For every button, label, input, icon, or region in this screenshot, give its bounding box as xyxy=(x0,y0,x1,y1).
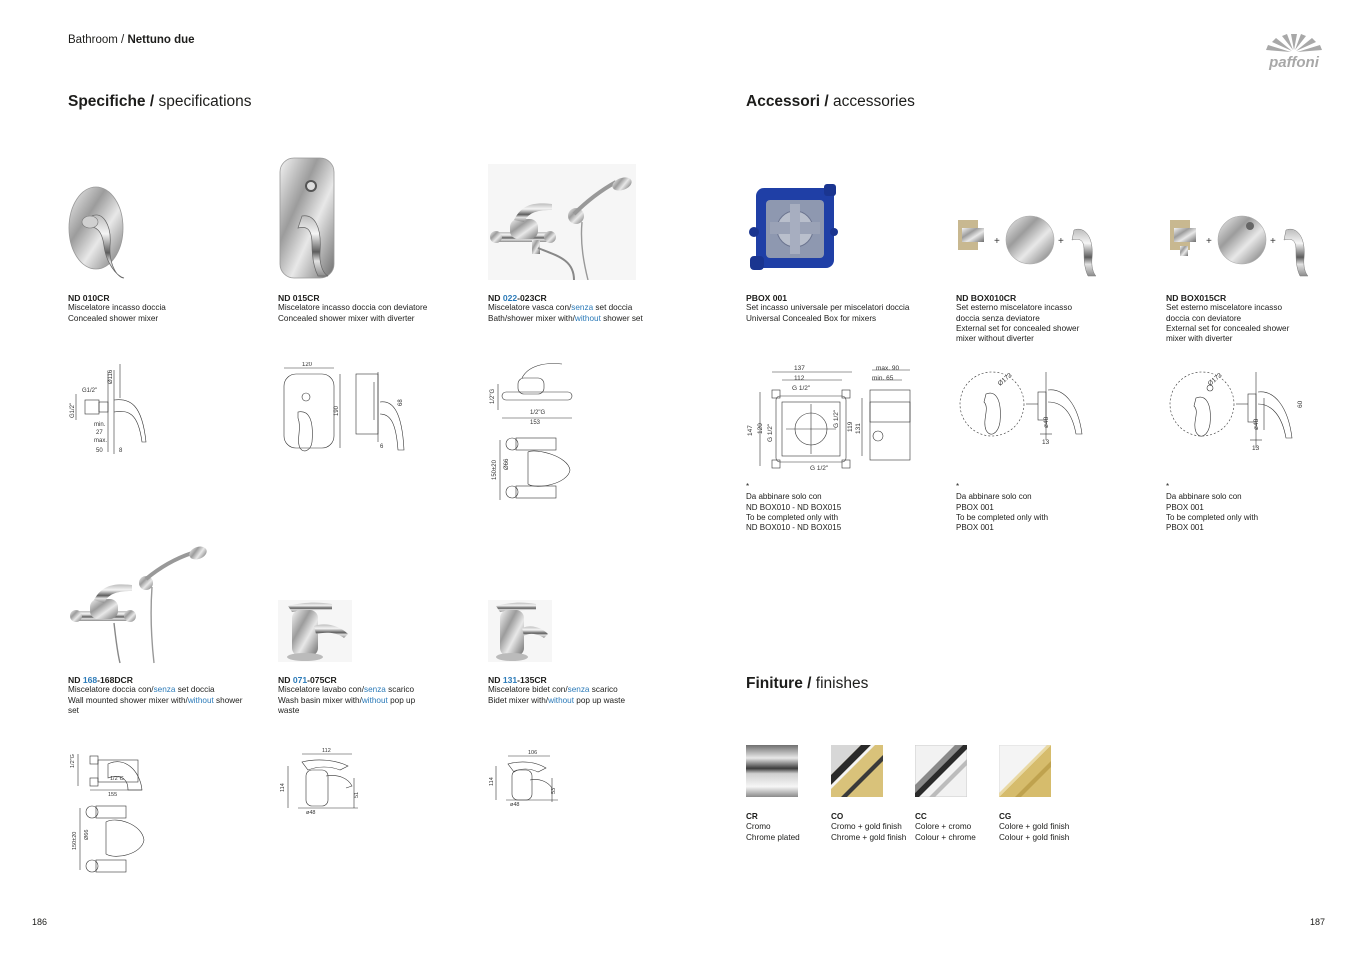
finish-label-co: CO Cromo + gold finish Chrome + gold finish xyxy=(831,812,907,842)
svg-text:190: 190 xyxy=(334,405,340,416)
svg-text:13: 13 xyxy=(1042,439,1050,446)
product-image-nd168 xyxy=(68,545,208,670)
svg-text:153: 153 xyxy=(530,420,541,426)
svg-text:6: 6 xyxy=(380,444,384,450)
svg-text:8: 8 xyxy=(119,448,123,454)
product-code: ND 071-075CR xyxy=(278,675,337,685)
svg-text:150±20: 150±20 xyxy=(72,831,78,850)
product-desc-en: External set for concealed shower mixer with diverter xyxy=(1166,323,1290,344)
product-image-pbox001 xyxy=(746,182,838,283)
product-code: ND 022-023CR xyxy=(488,293,547,303)
product-code: ND BOX015CR xyxy=(1166,293,1227,303)
caption-nd015 xyxy=(278,293,463,324)
product-desc-en: Universal Concealed Box for mixers xyxy=(746,313,877,323)
product-desc-it: Miscelatore lavabo con/senza scarico xyxy=(278,685,415,695)
svg-text:min.: min. xyxy=(94,422,106,428)
svg-text:G 1/2": G 1/2" xyxy=(767,423,774,442)
product-image-nd071 xyxy=(278,600,352,667)
caption-ndbox015 xyxy=(1166,293,1306,344)
page-number-left: 186 xyxy=(32,917,48,927)
breadcrumb-section: Bathroom / xyxy=(68,34,125,46)
svg-text:ø48: ø48 xyxy=(1253,418,1260,430)
svg-text:114: 114 xyxy=(489,777,495,786)
svg-text:ø48: ø48 xyxy=(510,802,520,808)
svg-text:27: 27 xyxy=(96,430,103,436)
svg-text:1/2"G: 1/2"G xyxy=(530,410,546,416)
dimension-drawing-nd010 xyxy=(68,362,158,467)
svg-text:+: + xyxy=(1206,236,1212,247)
svg-text:max.: max. xyxy=(94,438,108,444)
svg-text:Ø173: Ø173 xyxy=(996,371,1014,388)
caption-ndbox010 xyxy=(956,293,1096,344)
dimension-drawing-nd131 xyxy=(488,750,560,815)
note-ndbox010: * Da abbinare solo con PBOX 001 To be completed only with PBOX 001 xyxy=(956,482,1049,533)
dimension-drawing-pbox001 xyxy=(746,362,916,479)
product-image-ndbox010 xyxy=(954,206,1099,283)
breadcrumb-collection: Nettuno due xyxy=(127,34,195,46)
specs-title-light: specifications xyxy=(158,93,252,110)
page-number-right: 187 xyxy=(1310,917,1326,927)
accessories-title-light: accessories xyxy=(833,93,915,110)
product-desc-it: Miscelatore bidet con/senza scarico xyxy=(488,685,618,695)
specs-title xyxy=(68,93,252,111)
svg-text:Ø66: Ø66 xyxy=(84,829,90,840)
svg-text:120: 120 xyxy=(757,423,764,434)
dimension-drawing-ndbox015 xyxy=(1166,368,1306,459)
finishes-title xyxy=(746,675,868,693)
product-code: ND BOX010CR xyxy=(956,293,1017,303)
finish-label-cg: CG Colore + gold finish Colour + gold finish xyxy=(999,812,1070,842)
product-code: ND 168-168DCR xyxy=(68,675,133,685)
accessories-title-bold: Accessori / xyxy=(746,93,829,110)
svg-text:G1/2": G1/2" xyxy=(82,388,98,394)
svg-text:131: 131 xyxy=(855,423,862,434)
svg-text:112: 112 xyxy=(322,748,331,754)
svg-text:137: 137 xyxy=(794,365,805,372)
finish-swatch-cr xyxy=(746,745,798,797)
breadcrumb xyxy=(68,34,195,46)
svg-text:1/2"G: 1/2"G xyxy=(110,776,124,782)
svg-text:120: 120 xyxy=(302,362,313,368)
svg-text:106: 106 xyxy=(528,750,538,756)
svg-text:112: 112 xyxy=(794,375,805,382)
logo-text: paffoni xyxy=(1269,54,1319,71)
dimension-drawing-nd168 xyxy=(68,750,150,885)
svg-text:155: 155 xyxy=(108,792,118,798)
finish-swatch-cg xyxy=(999,745,1051,797)
svg-text:+: + xyxy=(1058,236,1064,247)
product-desc-en: External set for concealed shower mixer without diverter xyxy=(956,323,1080,344)
svg-text:Ø173: Ø173 xyxy=(1206,371,1224,388)
svg-text:G1/2": G1/2" xyxy=(70,402,76,418)
svg-text:G 1/2": G 1/2" xyxy=(792,385,811,392)
note-pbox001: * Da abbinare solo con ND BOX010 - ND BOX015 To be completed only with ND BOX010 - ND BOX015 xyxy=(746,482,842,533)
svg-text:119: 119 xyxy=(847,421,854,432)
accessories-title xyxy=(746,93,915,111)
svg-text:G 1/2": G 1/2" xyxy=(833,409,840,428)
svg-text:150±20: 150±20 xyxy=(492,460,498,480)
svg-text:13: 13 xyxy=(1252,445,1260,452)
product-desc-en: Bath/shower mixer with/without shower set xyxy=(488,313,643,323)
paffoni-logo xyxy=(1262,30,1326,72)
note-ndbox015: * Da abbinare solo con PBOX 001 To be completed only with PBOX 001 xyxy=(1166,482,1259,533)
caption-nd022 xyxy=(488,293,688,324)
dimension-drawing-nd022 xyxy=(488,360,580,520)
caption-nd168 xyxy=(68,675,253,716)
product-image-nd131 xyxy=(488,600,552,667)
product-code: ND 015CR xyxy=(278,293,320,303)
product-desc-it: Set esterno miscelatore incasso doccia con deviatore xyxy=(1166,303,1283,323)
svg-text:Ø66: Ø66 xyxy=(504,458,510,470)
product-code: PBOX 001 xyxy=(746,293,788,303)
svg-text:147: 147 xyxy=(747,425,754,436)
svg-text:max. 90: max. 90 xyxy=(876,365,900,372)
svg-text:min. 65: min. 65 xyxy=(872,375,894,382)
svg-text:1/2"G: 1/2"G xyxy=(70,754,76,768)
finishes-title-bold: Finiture / xyxy=(746,675,812,692)
svg-text:60: 60 xyxy=(1297,400,1304,408)
svg-text:Ø116: Ø116 xyxy=(108,369,114,384)
dimension-drawing-nd015 xyxy=(278,362,413,462)
product-desc-en: Concealed shower mixer with diverter xyxy=(278,313,415,323)
product-desc-en: Bidet mixer with/without pop up waste xyxy=(488,695,625,705)
svg-text:+: + xyxy=(1270,236,1276,247)
product-desc-it: Set esterno miscelatore incasso doccia senza deviatore xyxy=(956,303,1073,323)
caption-pbox001 xyxy=(746,293,946,324)
product-image-nd022 xyxy=(488,164,636,285)
product-image-ndbox015 xyxy=(1166,206,1311,283)
finish-label-cc: CC Colore + cromo Colour + chrome xyxy=(915,812,976,842)
svg-text:50: 50 xyxy=(96,448,103,454)
svg-text:ø48: ø48 xyxy=(1043,416,1050,428)
product-desc-it: Set incasso universale per miscelatori doccia xyxy=(746,303,910,313)
product-desc-it: Miscelatore incasso doccia con deviatore xyxy=(278,303,428,313)
finish-label-cr: CR Cromo Chrome plated xyxy=(746,812,800,842)
finishes-title-light: finishes xyxy=(815,675,869,692)
product-desc-it: Miscelatore vasca con/senza set doccia xyxy=(488,303,633,313)
product-desc-it: Miscelatore incasso doccia xyxy=(68,303,166,313)
product-desc-en: Concealed shower mixer xyxy=(68,313,159,323)
svg-text:114: 114 xyxy=(280,783,286,792)
svg-text:G 1/2": G 1/2" xyxy=(810,465,829,472)
caption-nd131 xyxy=(488,675,658,706)
svg-text:ø48: ø48 xyxy=(306,810,316,816)
product-desc-en: Wall mounted shower mixer with/without shower set xyxy=(68,695,243,715)
product-code: ND 010CR xyxy=(68,293,110,303)
svg-text:+: + xyxy=(994,236,1000,247)
svg-text:53: 53 xyxy=(551,787,557,794)
specs-title-bold: Specifiche / xyxy=(68,93,155,110)
product-image-nd010 xyxy=(68,186,130,286)
product-code: ND 131-135CR xyxy=(488,675,547,685)
caption-nd010 xyxy=(68,293,253,324)
dimension-drawing-nd071 xyxy=(278,748,362,825)
product-desc-it: Miscelatore doccia con/senza set doccia xyxy=(68,685,215,695)
svg-text:51: 51 xyxy=(354,791,360,798)
dimension-drawing-ndbox010 xyxy=(956,368,1088,455)
svg-text:68: 68 xyxy=(398,399,404,406)
product-desc-en: Wash basin mixer with/without pop up waste xyxy=(278,695,416,715)
product-image-nd015 xyxy=(278,156,338,287)
finish-swatch-co xyxy=(831,745,883,797)
svg-text:1/2"G: 1/2"G xyxy=(490,388,496,404)
finish-swatch-cc xyxy=(915,745,967,797)
caption-nd071 xyxy=(278,675,438,716)
